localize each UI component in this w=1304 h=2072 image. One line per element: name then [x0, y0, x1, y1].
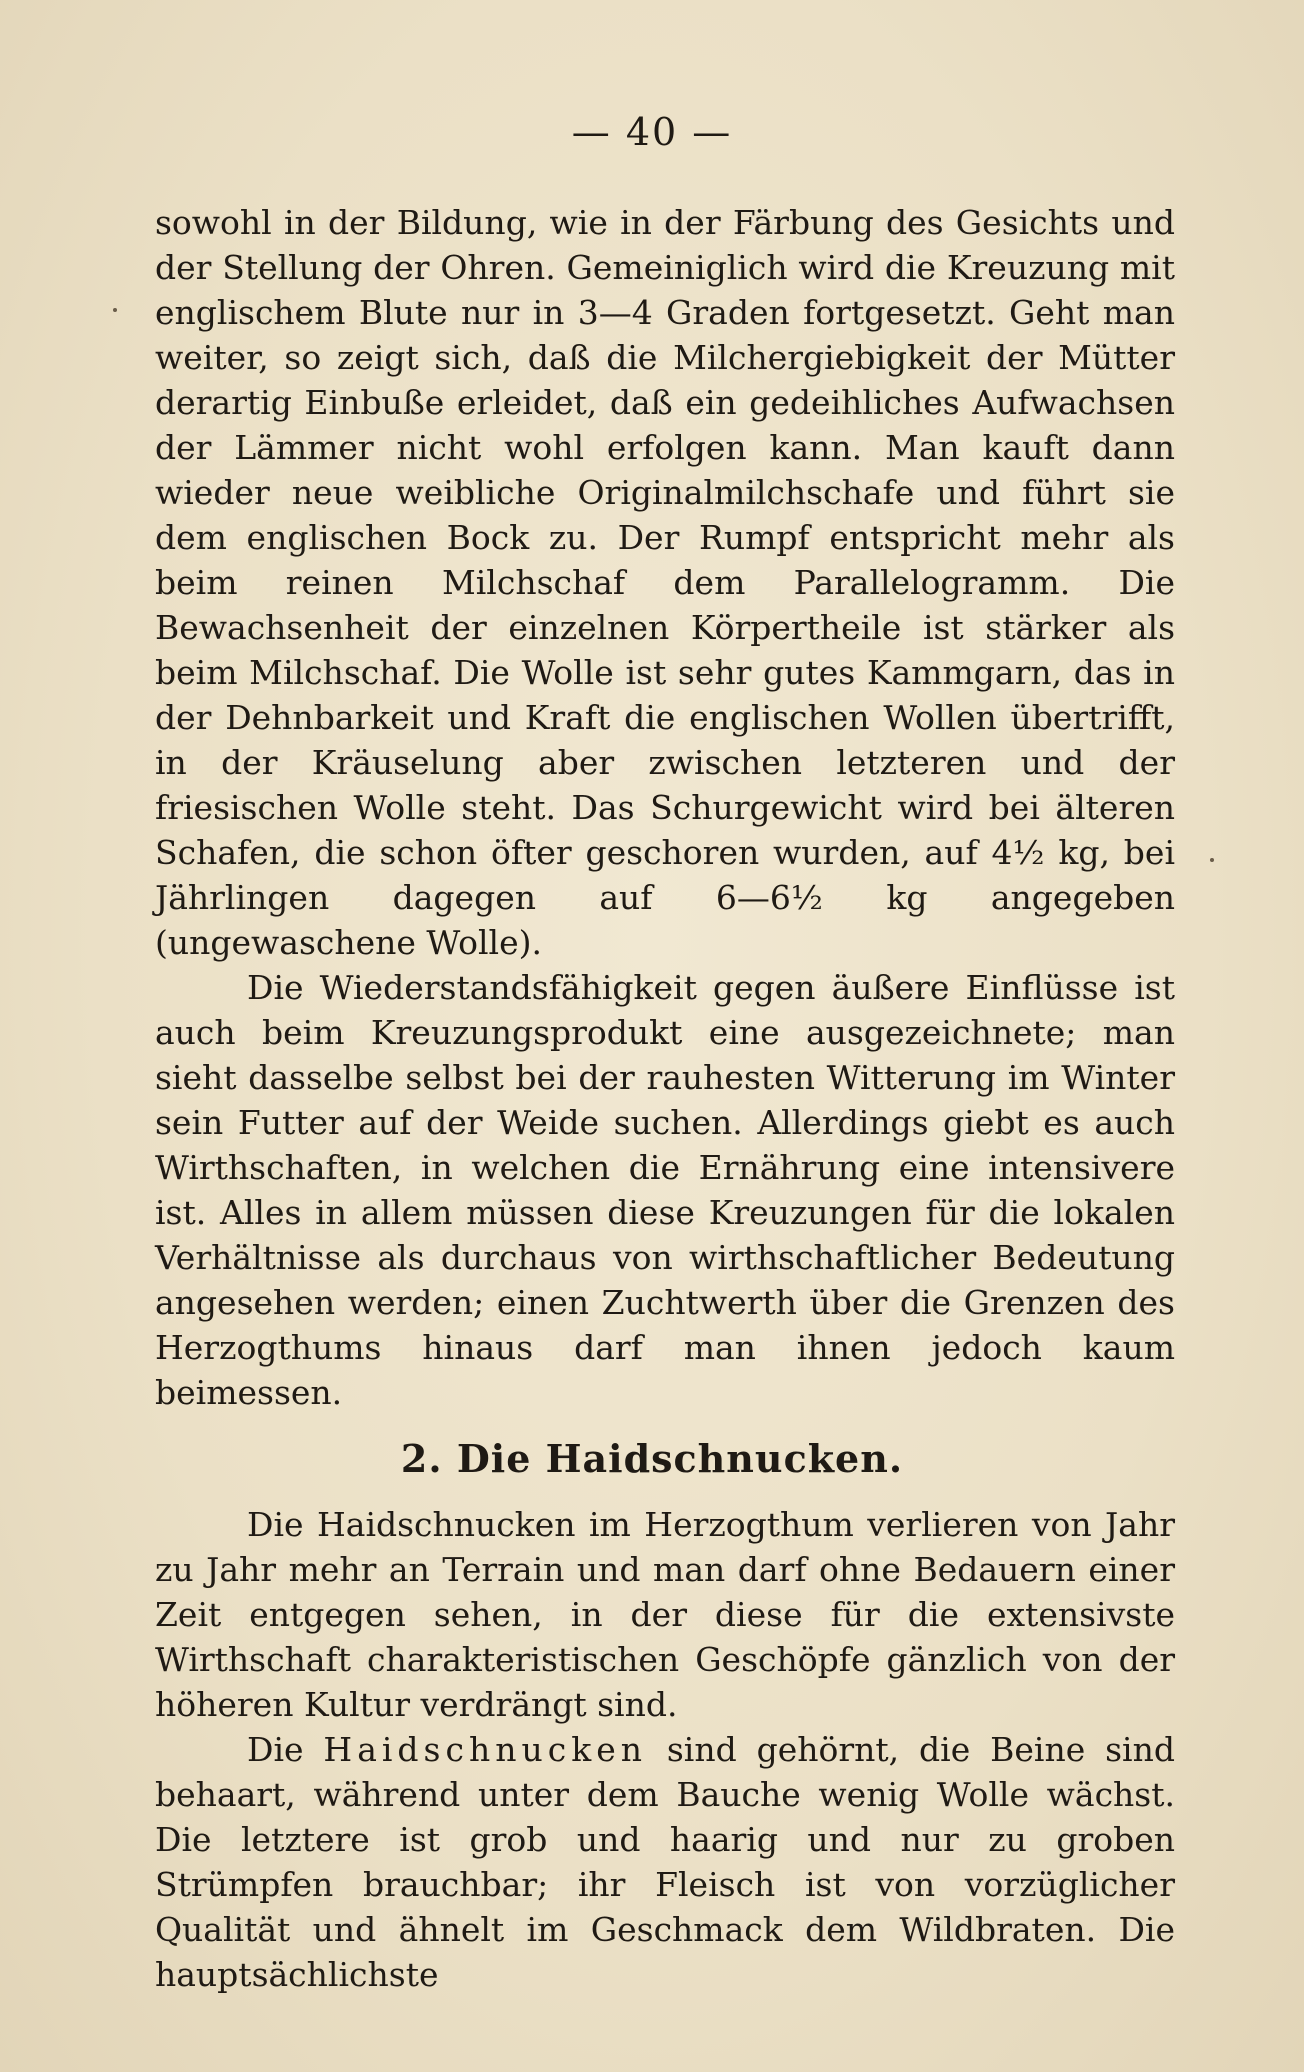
paragraph — [155, 1727, 1175, 1997]
margin-speck — [1210, 858, 1214, 862]
page-number: — 40 — — [571, 110, 733, 154]
margin-speck — [113, 308, 117, 312]
paragraph: sowohl in der Bildung, wie in der Färbung des Gesichts und der Stellung der Ohren. Gemeiniglich wird die Kreuzung mit englischem Blute nur in 3—4 Graden fortgesetzt. Geht man weiter, so zeigt sich, daß die Milchergiebigkeit der Mütter derartig Einbuße erleidet, daß ein gedeihliches Aufwachsen der Lämmer nicht wohl erfolgen kann. Man kauft dann wieder neue weibliche Originalmilchschafe und führt sie dem englischen Bock zu. Der Rumpf entspricht mehr als beim reinen Milchschaf dem Parallelogramm. Die Bewachsenheit der einzelnen Körpertheile ist stärker als beim Milchschaf. Die Wolle ist sehr gutes Kammgarn, das in der Dehnbarkeit und Kraft die englischen Wollen übertrifft, in der Kräuselung aber zwischen letzteren und der friesischen Wolle steht. Das Schurgewicht wird bei älteren Schafen, die schon öfter geschoren wurden, auf 4½ kg, bei Jährlingen dagegen auf 6—6½ kg angegeben (ungewaschene Wolle). — [155, 203, 1175, 962]
section-heading: 2. Die Haidschnucken. — [400, 1436, 904, 1481]
emphasized-term: Haidschnucken — [323, 1730, 647, 1769]
text-block-upper — [155, 200, 1175, 1415]
paragraph: Die Haidschnucken im Herzogthum verlieren von Jahr zu Jahr mehr an Terrain und man darf ohne Bedauern einer Zeit entgegen sehen, in der diese für die extensivste Wirthschaft charakteristischen Geschöpfe gänzlich von der höheren Kultur verdrängt sind. — [155, 1505, 1175, 1724]
paragraph-lead: Die — [247, 1730, 304, 1769]
text-block-lower — [155, 1502, 1175, 1997]
paragraph-rest: sind gehörnt, die Beine sind behaart, während unter dem Bauche wenig Wolle wächst. Die letztere ist grob und haarig und nur zu groben Strümpfen brauchbar; ihr Fleisch ist von vorzüglicher Qualität und ähnelt im Geschmack dem Wildbraten. Die hauptsächlichste — [155, 1730, 1175, 1994]
paragraph: Die Wiederstandsfähigkeit gegen äußere Einflüsse ist auch beim Kreuzungsprodukt eine ausgezeichnete; man sieht dasselbe selbst bei der rauhesten Witterung im Winter sein Futter auf der Weide suchen. Allerdings giebt es auch Wirthschaften, in welchen die Ernährung eine intensivere ist. Alles in allem müssen diese Kreuzungen für die lokalen Verhältnisse als durchaus von wirthschaftlicher Bedeutung angesehen werden; einen Zuchtwerth über die Grenzen des Herzogthums hinaus darf man ihnen jedoch kaum beimessen. — [155, 968, 1175, 1412]
